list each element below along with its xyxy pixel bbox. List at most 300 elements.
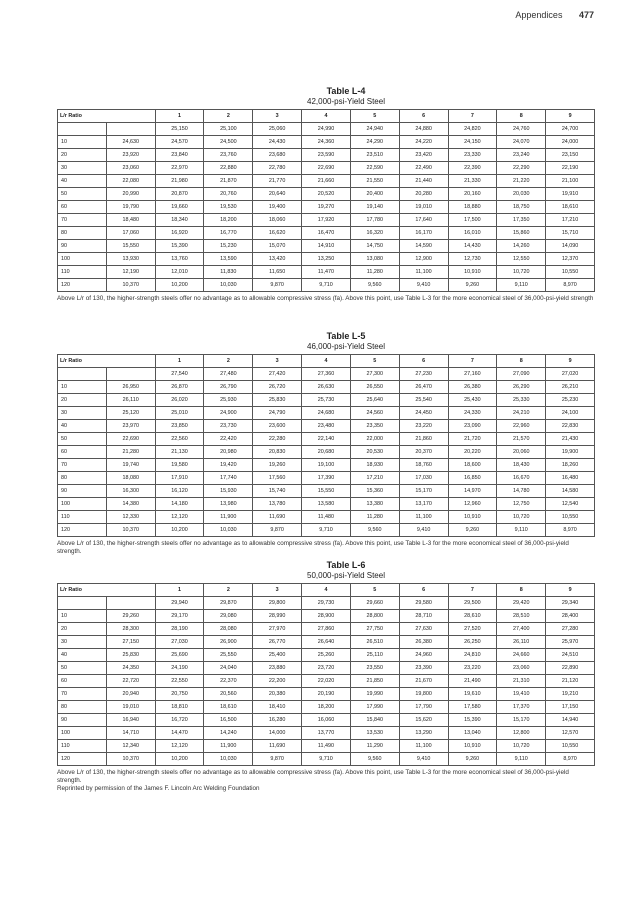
table-row [58,240,595,253]
table-cell: 8,970 [546,753,595,766]
table-cell: 23,150 [546,149,595,162]
table-cell: 13,290 [399,727,448,740]
table-cell: 23,840 [155,149,204,162]
table-footnote [57,295,595,303]
table-cell: 28,990 [253,610,302,623]
table-cell: 15,230 [204,240,253,253]
table-cell: 12,190 [106,266,155,279]
column-header: 7 [448,110,497,123]
table-cell: 19,610 [448,688,497,701]
column-header: 5 [350,584,399,597]
table-cell: 23,060 [497,662,546,675]
table-cell: 12,330 [106,511,155,524]
table-cell: 10,030 [204,753,253,766]
column-header: 3 [253,584,302,597]
table-cell: 22,490 [399,162,448,175]
table-cell: 16,500 [204,714,253,727]
table-row [58,701,595,714]
table-cell: 26,470 [399,381,448,394]
table-cell: 14,970 [448,485,497,498]
column-header: L/r Ratio [58,355,156,368]
column-header: 5 [350,110,399,123]
table-cell: 22,000 [350,433,399,446]
row-label: 80 [58,227,107,240]
row-label: 120 [58,279,107,292]
table-cell: 12,570 [546,727,595,740]
table-cell: 20,760 [204,188,253,201]
column-header: 7 [448,355,497,368]
table-cell: 24,190 [155,662,204,675]
table-cell: 21,120 [546,675,595,688]
table-cell: 11,900 [204,740,253,753]
table-row [58,727,595,740]
table-cell: 19,210 [546,688,595,701]
table-row [58,511,595,524]
table-cell: 20,980 [204,446,253,459]
table-cell: 10,910 [448,266,497,279]
table-cell: 27,480 [204,368,253,381]
table-cell: 25,540 [399,394,448,407]
table-cell: 21,330 [448,175,497,188]
table-cell: 24,220 [399,136,448,149]
table-cell: 13,580 [302,498,351,511]
row-label [58,368,107,381]
table-cell: 23,850 [155,420,204,433]
table-cell: 19,410 [497,688,546,701]
table-cell: 24,040 [204,662,253,675]
footnote-line: Above L/r of 130, the higher-strength steels offer no advantage as to allowable compressive stress (fa). Above this point, use Table L-3 for the more economical steel of 36,000-psi-yield strength. [57,540,569,555]
table-cell: 20,370 [399,446,448,459]
table-l4-block [57,86,595,303]
table-cell: 19,790 [106,201,155,214]
table-cell: 17,580 [448,701,497,714]
table-cell: 27,970 [253,623,302,636]
table-cell: 16,480 [546,472,595,485]
table-cell: 23,220 [448,662,497,675]
column-header: 1 [155,355,204,368]
table-cell: 27,020 [546,368,595,381]
row-label: 30 [58,636,107,649]
table-row [58,188,595,201]
table-cell: 17,640 [399,214,448,227]
table-cell: 25,400 [253,649,302,662]
table-cell: 10,200 [155,524,204,537]
table-cell: 14,090 [546,240,595,253]
row-label: 60 [58,675,107,688]
table-cell: 21,660 [302,175,351,188]
table-cell: 19,990 [350,688,399,701]
table-cell: 21,430 [546,433,595,446]
table-cell: 11,690 [253,740,302,753]
table-cell [106,368,155,381]
table-row [58,485,595,498]
table-cell: 10,720 [497,266,546,279]
section-name: Appendices [515,10,563,20]
table-cell: 26,870 [155,381,204,394]
table-cell: 22,590 [350,162,399,175]
table-cell: 15,390 [448,714,497,727]
table-cell: 14,750 [350,240,399,253]
table-cell: 11,900 [204,511,253,524]
table-cell: 16,850 [448,472,497,485]
table-cell: 11,100 [399,266,448,279]
table-cell: 19,800 [399,688,448,701]
table-cell: 29,260 [106,610,155,623]
table-cell: 25,640 [350,394,399,407]
column-header: 4 [302,110,351,123]
table-cell: 9,260 [448,279,497,292]
table-cell: 14,000 [253,727,302,740]
table-cell: 13,080 [350,253,399,266]
table-cell: 9,110 [497,753,546,766]
row-label: 110 [58,511,107,524]
table-cell: 17,990 [350,701,399,714]
table-header-row [58,584,595,597]
table-cell: 18,930 [350,459,399,472]
table-cell: 28,300 [106,623,155,636]
table-cell: 29,730 [302,597,351,610]
table-row [58,214,595,227]
table-cell: 16,300 [106,485,155,498]
table-cell: 24,360 [302,136,351,149]
table-cell: 27,300 [350,368,399,381]
table-cell: 26,770 [253,636,302,649]
table-cell: 11,650 [253,266,302,279]
table-cell: 18,200 [302,701,351,714]
row-label: 120 [58,753,107,766]
table-cell: 19,270 [302,201,351,214]
table-cell: 29,420 [497,597,546,610]
table-cell: 27,420 [253,368,302,381]
table-cell: 26,630 [302,381,351,394]
table-cell: 13,760 [155,253,204,266]
table-cell: 11,480 [302,511,351,524]
table-cell: 14,430 [448,240,497,253]
table-cell: 28,510 [497,610,546,623]
table-cell: 24,330 [448,407,497,420]
table-cell: 22,200 [253,675,302,688]
table-cell: 21,220 [497,175,546,188]
table-cell: 10,720 [497,511,546,524]
table-cell: 16,620 [253,227,302,240]
row-label: 90 [58,485,107,498]
row-label: 120 [58,524,107,537]
table-cell: 21,770 [253,175,302,188]
table-cell: 10,910 [448,511,497,524]
table-cell: 14,940 [546,714,595,727]
table-cell: 17,790 [399,701,448,714]
table-cell: 24,570 [155,136,204,149]
table-cell: 22,960 [497,420,546,433]
table-cell: 14,780 [497,485,546,498]
table-row [58,714,595,727]
table-cell: 20,280 [399,188,448,201]
column-header: 3 [253,355,302,368]
table-cell: 11,100 [399,511,448,524]
table-subtitle: 46,000-psi-Yield Steel [307,342,385,351]
table-cell: 25,830 [253,394,302,407]
table-cell: 23,760 [204,149,253,162]
table-cell: 24,000 [546,136,595,149]
column-header: 6 [399,584,448,597]
table-cell: 26,380 [448,381,497,394]
table-row [58,162,595,175]
table-cell: 28,900 [302,610,351,623]
table-cell: 9,710 [302,524,351,537]
table-cell: 26,110 [497,636,546,649]
column-header: 1 [155,110,204,123]
table-cell: 10,370 [106,753,155,766]
table-cell: 21,720 [448,433,497,446]
table-cell: 17,390 [302,472,351,485]
table-cell: 18,760 [399,459,448,472]
table-cell [106,597,155,610]
table-cell: 20,380 [253,688,302,701]
column-header: 1 [155,584,204,597]
table-cell: 15,740 [253,485,302,498]
table-cell: 16,170 [399,227,448,240]
table-cell: 23,330 [448,149,497,162]
table-cell: 19,100 [302,459,351,472]
table-cell: 9,560 [350,753,399,766]
table-cell: 22,390 [448,162,497,175]
footnote-line: Reprinted by permission of the James F. Lincoln Arc Welding Foundation [57,785,260,792]
table-cell: 13,930 [106,253,155,266]
row-label: 10 [58,381,107,394]
column-header: 2 [204,110,253,123]
row-label: 70 [58,459,107,472]
table-cell: 22,420 [204,433,253,446]
table-cell: 29,800 [253,597,302,610]
table-cell: 20,830 [253,446,302,459]
table-cell: 9,110 [497,279,546,292]
table-cell: 11,490 [302,740,351,753]
table-row [58,649,595,662]
table-cell: 14,240 [204,727,253,740]
table-cell: 24,880 [399,123,448,136]
table-cell: 19,010 [399,201,448,214]
table-cell: 19,910 [546,188,595,201]
table-cell: 15,360 [350,485,399,498]
row-label: 20 [58,149,107,162]
table-cell: 29,080 [204,610,253,623]
table-cell: 29,500 [448,597,497,610]
table-cell: 25,150 [155,123,204,136]
table-row [58,610,595,623]
table-cell: 18,750 [497,201,546,214]
column-header: 6 [399,110,448,123]
row-label: 10 [58,610,107,623]
table-row [58,662,595,675]
table-cell: 24,680 [302,407,351,420]
table-cell: 17,210 [350,472,399,485]
table-cell: 28,710 [399,610,448,623]
table-cell: 20,060 [497,446,546,459]
table-cell: 23,550 [350,662,399,675]
table-cell: 15,710 [546,227,595,240]
table-cell: 27,630 [399,623,448,636]
table-row [58,459,595,472]
table-cell: 26,290 [497,381,546,394]
table-cell: 29,340 [546,597,595,610]
table-cell: 10,550 [546,511,595,524]
table-cell: 13,780 [253,498,302,511]
table-cell: 24,660 [497,649,546,662]
table-footnote [57,540,595,556]
table-row [58,201,595,214]
table-cell: 23,590 [302,149,351,162]
table-cell: 11,280 [350,266,399,279]
table-cell: 24,960 [399,649,448,662]
column-header: 8 [497,584,546,597]
table-cell: 23,420 [399,149,448,162]
table-cell: 24,070 [497,136,546,149]
table-cell: 14,180 [155,498,204,511]
table-cell: 13,250 [302,253,351,266]
table-cell: 25,730 [302,394,351,407]
table-cell: 10,030 [204,279,253,292]
row-label: 70 [58,688,107,701]
row-label: 20 [58,623,107,636]
column-header: 2 [204,355,253,368]
table-cell: 24,760 [497,123,546,136]
table-cell: 8,970 [546,524,595,537]
data-table [57,354,595,537]
row-label: 80 [58,701,107,714]
table-cell: 23,350 [350,420,399,433]
table-cell: 16,670 [497,472,546,485]
table-cell: 16,920 [155,227,204,240]
page-number: 477 [578,10,594,20]
table-footnote [57,769,595,793]
table-cell: 16,470 [302,227,351,240]
table-cell: 22,880 [204,162,253,175]
row-label: 110 [58,740,107,753]
table-cell: 12,120 [155,511,204,524]
table-cell: 21,670 [399,675,448,688]
table-cell: 13,040 [448,727,497,740]
table-cell: 27,090 [497,368,546,381]
table-cell: 24,510 [546,649,595,662]
table-cell: 23,720 [302,662,351,675]
table-cell: 15,550 [302,485,351,498]
table-row [58,381,595,394]
table-cell: 14,470 [155,727,204,740]
table-cell: 13,590 [204,253,253,266]
table-cell: 16,280 [253,714,302,727]
table-cell: 10,200 [155,279,204,292]
table-cell: 15,620 [399,714,448,727]
table-cell: 12,540 [546,498,595,511]
row-label: 90 [58,240,107,253]
table-cell: 29,660 [350,597,399,610]
table-cell: 20,030 [497,188,546,201]
table-l5-block [57,331,595,556]
row-label [58,123,107,136]
table-cell: 24,790 [253,407,302,420]
table-cell: 9,410 [399,279,448,292]
table-row [58,368,595,381]
table-cell: 16,940 [106,714,155,727]
table-cell: 12,010 [155,266,204,279]
table-cell: 21,280 [106,446,155,459]
column-header: 9 [546,584,595,597]
table-cell: 21,490 [448,675,497,688]
table-cell: 26,900 [204,636,253,649]
table-cell: 22,970 [155,162,204,175]
table-cell: 11,690 [253,511,302,524]
table-cell: 16,320 [350,227,399,240]
table-cell: 21,570 [497,433,546,446]
table-cell: 29,870 [204,597,253,610]
table-cell: 9,260 [448,753,497,766]
table-cell: 22,290 [497,162,546,175]
table-cell: 24,290 [350,136,399,149]
row-label [58,597,107,610]
table-cell: 17,150 [546,701,595,714]
row-label: 100 [58,253,107,266]
table-cell: 24,820 [448,123,497,136]
column-header: 8 [497,110,546,123]
table-cell: 17,060 [106,227,155,240]
table-cell: 15,170 [497,714,546,727]
table-cell: 26,210 [546,381,595,394]
table-cell: 10,720 [497,740,546,753]
table-cell: 27,030 [155,636,204,649]
table-cell: 18,610 [204,701,253,714]
table-cell: 23,510 [350,149,399,162]
table-cell: 23,480 [302,420,351,433]
table-cell: 19,400 [253,201,302,214]
table-cell: 27,160 [448,368,497,381]
row-label: 50 [58,433,107,446]
table-cell: 18,880 [448,201,497,214]
table-row [58,266,595,279]
table-cell: 25,010 [155,407,204,420]
table-cell: 22,020 [302,675,351,688]
table-cell: 25,260 [302,649,351,662]
table-cell: 19,900 [546,446,595,459]
table-cell: 10,910 [448,740,497,753]
table-cell: 9,410 [399,753,448,766]
table-cell: 17,560 [253,472,302,485]
table-cell: 25,120 [106,407,155,420]
table-cell: 27,150 [106,636,155,649]
row-label: 70 [58,214,107,227]
table-cell: 22,080 [106,175,155,188]
table-cell: 24,810 [448,649,497,662]
table-cell: 24,150 [448,136,497,149]
table-cell: 28,800 [350,610,399,623]
table-cell: 20,190 [302,688,351,701]
table-subtitle: 50,000-psi-Yield Steel [307,571,385,580]
table-cell: 27,750 [350,623,399,636]
table-cell: 19,580 [155,459,204,472]
table-cell: 17,500 [448,214,497,227]
table-cell: 11,100 [399,740,448,753]
table-cell: 28,400 [546,610,595,623]
table-header-row [58,355,595,368]
table-cell: 23,090 [448,420,497,433]
table-cell: 21,860 [399,433,448,446]
column-header: 6 [399,355,448,368]
table-title: Table L-4 [326,86,366,96]
table-cell: 12,900 [399,253,448,266]
table-cell: 19,530 [204,201,253,214]
footnote-line: Above L/r of 130, the higher-strength steels offer no advantage as to allowable compressive stress (fa). Above this point, use Table L-3 for the more economical steel of 36,000-psi-yield strength. [57,769,569,784]
table-cell: 26,640 [302,636,351,649]
table-cell: 15,860 [497,227,546,240]
